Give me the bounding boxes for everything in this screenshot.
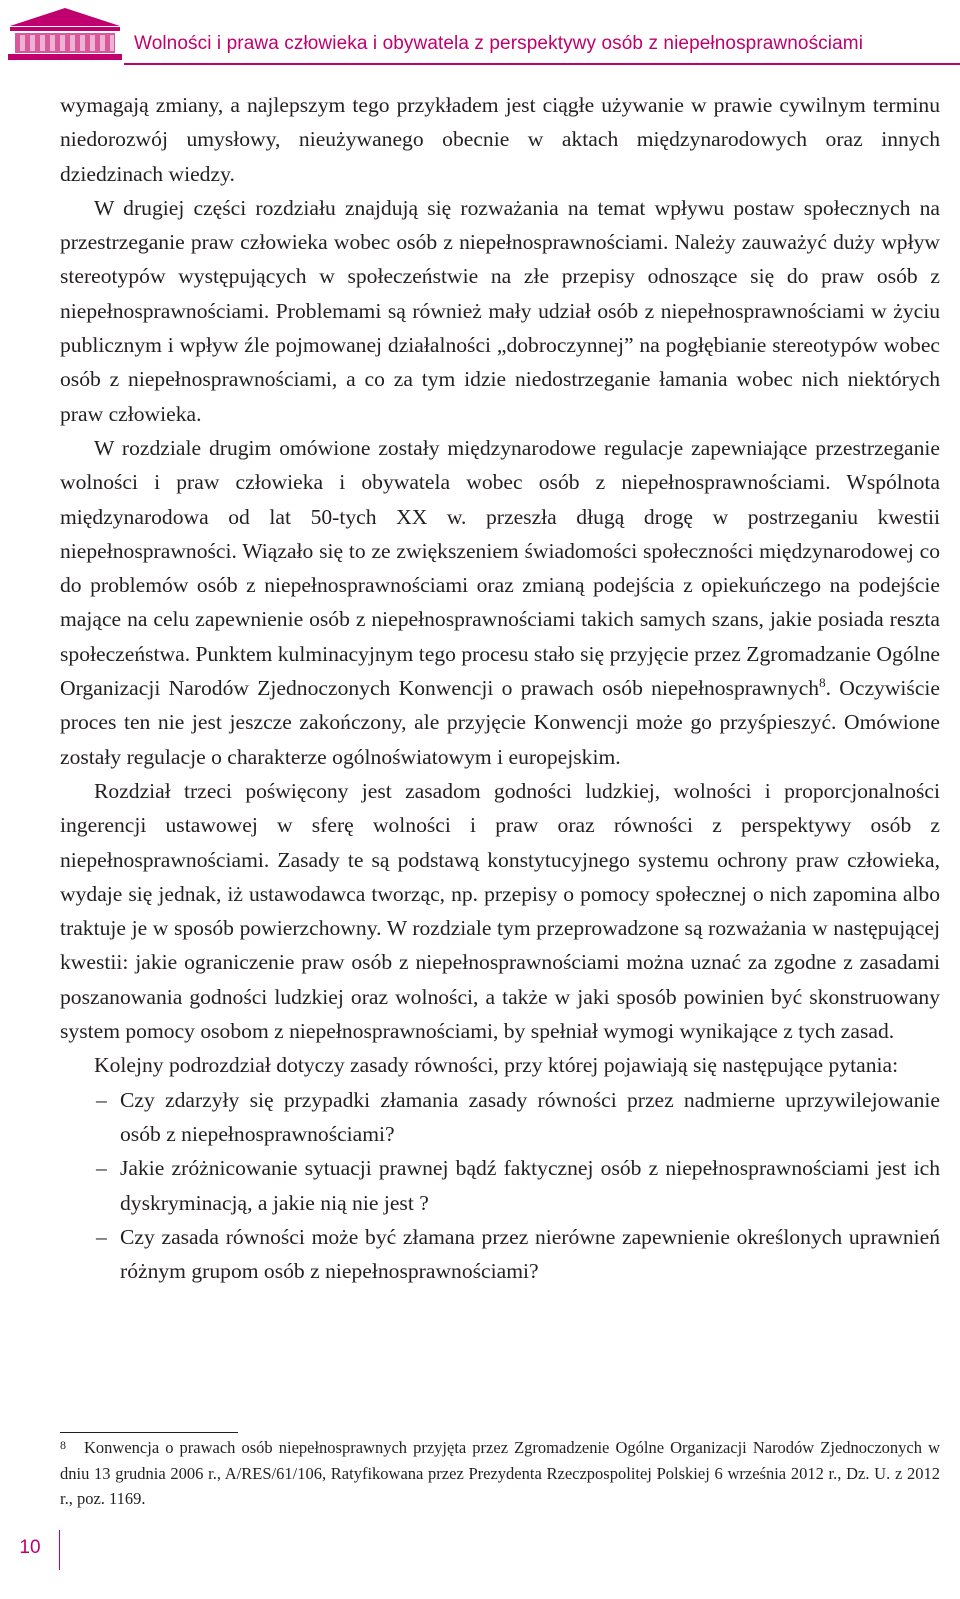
- list-item-text: Czy zasada równości może być złamana przez nierówne zapewnienie określonych uprawnień różnym grupom osób z niepełnosprawnościami?: [120, 1224, 940, 1284]
- paragraph-text: . Oczywiście proces ten nie jest jeszcze zakończony, ale przyjęcie Konwencji może go przyśpieszyć. Omówione zostały regulacje o charakterze ogólnoświatowym i europejskim.: [60, 676, 940, 769]
- running-header: [0, 0, 960, 70]
- page-number: 10: [19, 1537, 41, 1558]
- list-item: [60, 1151, 940, 1220]
- footnote: 8 Konwencja o prawach osób niepełnosprawnych przyjęta przez Zgromadzenie Ogólne Organizacji Narodów Zjednoczonych w dniu 13 grudnia 2006 r., A/RES/61/106, Ratyfikowana przez Prezydenta Rzeczpospolitej Polskiej 6 września 2012 r., Dz. U. z 2012 r., poz. 1169.: [60, 1438, 940, 1508]
- list-item: [60, 1220, 940, 1289]
- paragraph: [60, 431, 940, 774]
- paragraph: Kolejny podrozdział dotyczy zasady równości, przy której pojawiają się następujące pytania:: [94, 1053, 899, 1078]
- paragraph: W drugiej części rozdziału znajdują się rozważania na temat wpływu postaw społecznych na przestrzeganie praw człowieka wobec osób z niepełnosprawnościami. Należy zauważyć duży wpływ stereotypów występujących w społeczeństwie na złe przepisy odnoszące się do praw osób z niepełnosprawnościami. Problemami są również mały udział osób z niepełnosprawnościami w życiu publicznym i wpływ źle pojmowanej działalności „dobroczynnej” na pogłębianie stereotypów wobec osób z niepełnosprawnościami, a co za tym idzie niedostrzeganie łamania wobec nich niektórych praw człowieka.: [60, 195, 940, 426]
- list-item-text: Czy zdarzyły się przypadki złamania zasady równości przez nadmierne uprzywilejowanie osób z niepełnosprawnościami?: [120, 1087, 940, 1146]
- header-title: Wolności i prawa człowieka i obywatela z perspektywy osób z niepełnosprawnościami: [134, 33, 864, 54]
- list-item: [60, 1083, 940, 1152]
- building-columns-icon: [6, 6, 124, 62]
- header-divider: [124, 63, 960, 65]
- question-list: [60, 1083, 940, 1289]
- footnote-divider: [60, 1432, 238, 1433]
- list-dash: –: [96, 1087, 107, 1112]
- list-item-text: Jakie zróżnicowanie sytuacji prawnej bądź faktycznej osób z niepełnosprawnościami jest ich dyskryminacją, a jakie nią nie jest ?: [120, 1156, 940, 1215]
- list-dash: –: [96, 1156, 107, 1181]
- footnote-reference[interactable]: 8: [819, 674, 826, 690]
- list-dash: –: [96, 1224, 107, 1249]
- paragraph: wymagają zmiany, a najlepszym tego przykładem jest ciągłe używanie w prawie cywilnym terminu niedorozwój umysłowy, nieużywanego obecnie w aktach międzynarodowych oraz innych dziedzinach wiedzy.: [60, 93, 940, 186]
- body-text: [60, 88, 940, 1288]
- paragraph-text: W rozdziale drugim omówione zostały międzynarodowe regulacje zapewniające przestrzeganie wolności i praw człowieka i obywatela wobec osób z niepełnosprawnościami. Wspólnota międzynarodowa od lat 50-tych XX w. przeszła długą drogę w postrzeganiu kwestii niepełnosprawności. Wiązało się to ze zwiększeniem świadomości społeczności międzynarodowej co do problemów osób z niepełnosprawnościami oraz zmianą podejścia z opiekuńczego na podejście mające na celu zapewnienie osób z niepełnosprawnościami takich samych szans, jakie posiada reszta społeczeństwa. Punktem kulminacyjnym tego procesu stało się przyjęcie przez Zgromadzanie Ogólne Organizacji Narodów Zjednoczonych Konwencji o prawach osób niepełnosprawnych: [60, 435, 940, 701]
- footnote-text: Konwencja o prawach osób niepełnosprawnych przyjęta przez Zgromadzenie Ogólne Organizacji Narodów Zjednoczonych w dniu 13 grudnia 2006 r., A/RES/61/106, Ratyfikowana przez Prezydenta Rzeczpospolitej Polskiej 6 września 2012 r., Dz. U. z 2012 r., poz. 1169.: [60, 1438, 940, 1508]
- paragraph: Rozdział trzeci poświęcony jest zasadom godności ludzkiej, wolności i proporcjonalności ingerencji ustawowej w sferę wolności i praw oraz równości z perspektywy osób z niepełnosprawnościami. Zasady te są podstawą konstytucyjnego systemu ochrony praw człowieka, wydaje się jednak, iż ustawodawca tworząc, np. przepisy o pomocy społecznej o nich zapomina albo traktuje je w sposób powierzchowny. W rozdziale tym przeprowadzone są rozważania w następującej kwestii: jakie ograniczenie praw osób z niepełnosprawnościami można uznać za zgodne z zasadami poszanowania godności ludzkiej oraz wolności, a także w jaki sposób powinien być skonstruowany system pomocy osobom z niepełnosprawnościami, by spełniał wymogi wynikające z tych zasad.: [60, 778, 940, 1044]
